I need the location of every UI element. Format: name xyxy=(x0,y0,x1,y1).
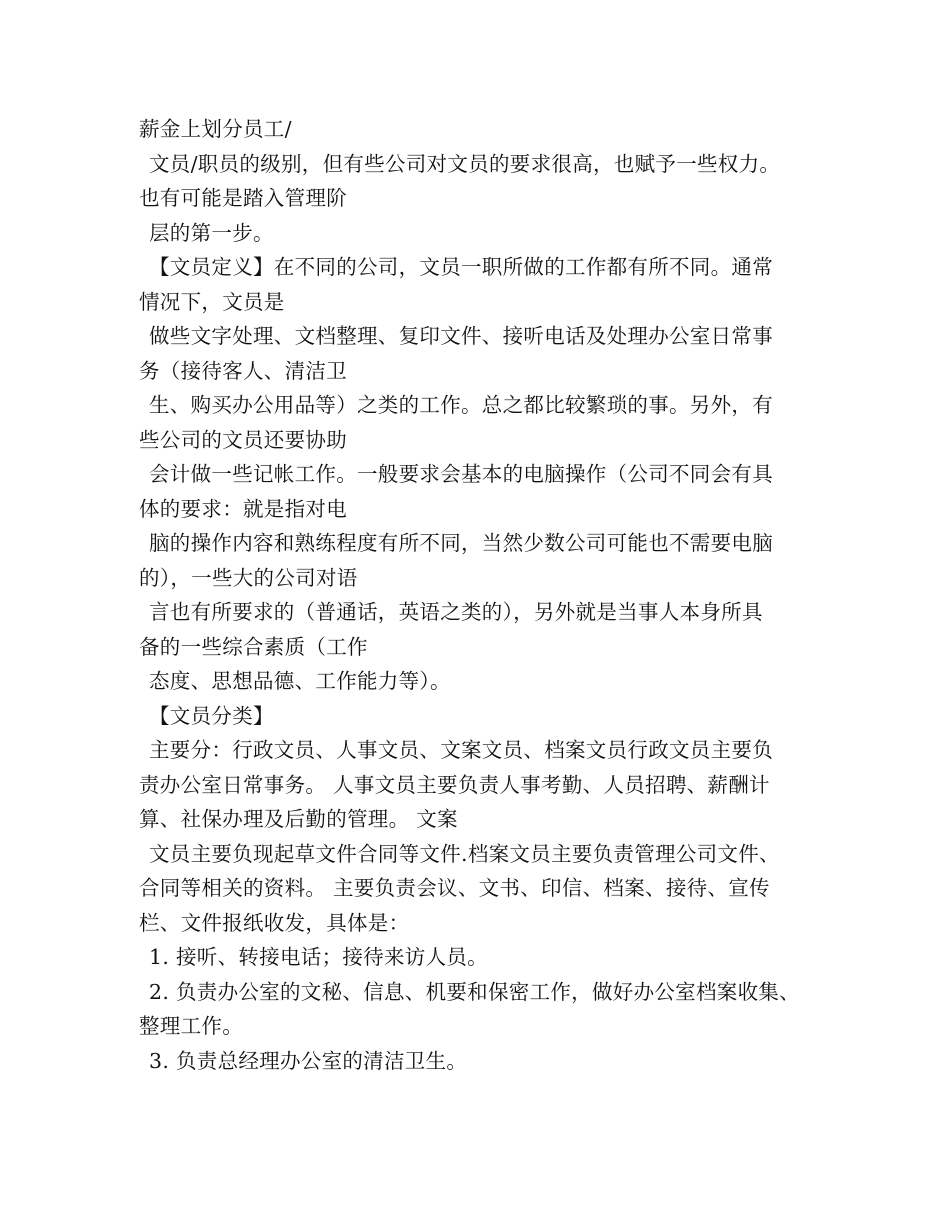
text-line: 些公司的文员还要协助 xyxy=(139,427,347,452)
text-line: 栏、文件报纸收发，具体是： xyxy=(139,910,410,935)
text-line: 文员/职员的级别，但有些公司对文员的要求很高，也赋予一些权力。 xyxy=(149,151,781,176)
text-line: 【文员定义】在不同的公司，文员一职所做的工作都有所不同。通常 xyxy=(149,255,773,279)
text-line: 做些文字处理、文档整理、复印文件、接听电话及处理办公室日常事 xyxy=(149,324,773,348)
text-line: 体的要求：就是指对电 xyxy=(139,496,347,521)
text-line: 生、购买办公用品等）之类的工作。总之都比较繁琐的事。另外，有 xyxy=(149,393,773,417)
text-line: 合同等相关的资料。 主要负责会议、文书、印信、档案、接待、宣传 xyxy=(139,876,770,900)
text-line: 言也有所要求的（普通话，英语之类的），另外就是当事人本身所具 xyxy=(149,600,763,624)
text-line: 1. 接听、转接电话；接待来访人员。 xyxy=(149,945,488,969)
text-line: 主要分：行政文员、人事文员、文案文员、档案文员行政文员主要负 xyxy=(149,738,773,762)
text-line: 责办公室日常事务。 人事文员主要负责人事考勤、人员招聘、薪酬计 xyxy=(139,772,770,797)
text-line: 薪金上划分员工/ xyxy=(139,117,292,141)
text-line: 层的第一步。 xyxy=(149,220,274,245)
text-line: 务（接待客人、清洁卫 xyxy=(139,358,347,383)
text-line: 的），一些大的公司对语 xyxy=(139,565,358,590)
text-line: 算、社保办理及后勤的管理。 文案 xyxy=(139,807,458,831)
text-line: 情况下，文员是 xyxy=(139,289,285,314)
text-line: 脑的操作内容和熟练程度有所不同，当然少数公司可能也不需要电脑 xyxy=(149,531,773,555)
text-line: 会计做一些记帐工作。一般要求会基本的电脑操作（公司不同会有具 xyxy=(149,462,773,486)
text-line: 态度、思想品德、工作能力等）。 xyxy=(149,669,451,693)
text-line: 【文员分类】 xyxy=(149,703,274,728)
text-line: 2. 负责办公室的文秘、信息、机要和保密工作，做好办公室档案收集、 xyxy=(149,979,800,1004)
text-line: 也有可能是踏入管理阶 xyxy=(139,186,347,210)
text-line: 3. 负责总经理办公室的清洁卫生。 xyxy=(149,1048,468,1073)
text-line: 备的一些综合素质（工作 xyxy=(139,634,368,659)
text-line: 文员主要负现起草文件合同等文件.档案文员主要负责管理公司文件、 xyxy=(149,841,780,866)
text-line: 整理工作。 xyxy=(139,1014,243,1038)
document-body xyxy=(139,112,839,1078)
